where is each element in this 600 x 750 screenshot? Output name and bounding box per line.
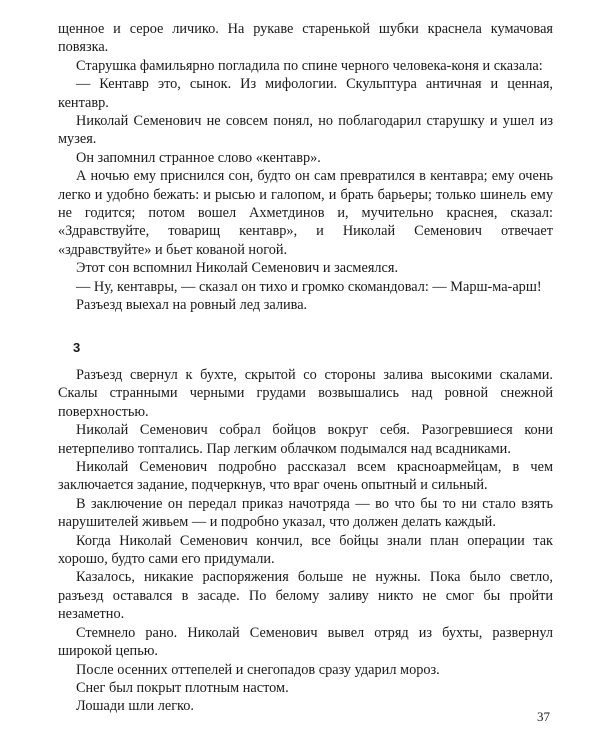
- paragraph: Стемнело рано. Николай Семенович вывел отряд из бухты, развернул широкой цепью.: [58, 624, 553, 660]
- paragraph: — Кентавр это, сынок. Из мифологии. Скульптура античная и ценная, кентавр.: [58, 76, 553, 111]
- paragraph: щенное и серое личико. На рукаве старенькой шубки краснела кумачовая повязка.: [58, 21, 553, 56]
- paragraph: Этот сон вспомнил Николай Семенович и засмеялся.: [76, 260, 399, 277]
- chapter-number: 3: [73, 340, 81, 355]
- paragraph: — Ну, кентавры, — сказал он тихо и громко скомандовал: — Марш-ма-арш!: [76, 278, 542, 295]
- paragraph: После осенних оттепелей и снегопадов сразу ударил мороз.: [76, 661, 440, 678]
- paragraph: Лошади шли легко.: [76, 698, 194, 715]
- paragraph: Снег был покрыт плотным настом.: [76, 679, 289, 696]
- paragraph: Николай Семенович подробно рассказал всем красноармейцам, в чем заключается задание, подчеркнув, что враг очень опытный и сильный.: [58, 459, 553, 494]
- paragraph: Разъезд свернул к бухте, скрытой со стороны залива высокими скалами. Скалы странными черными грудами возвышались над ровной снежной поверхностью.: [58, 367, 553, 420]
- page-number: 37: [537, 709, 550, 724]
- paragraph: Разъезд выехал на ровный лед залива.: [76, 297, 308, 314]
- paragraph: Николай Семенович собрал бойцов вокруг себя. Разогревшиеся кони нетерпеливо топтались. Пар легким облачком подымался над всадниками.: [58, 422, 553, 457]
- text-section-1: [58, 20, 553, 315]
- paragraph: А ночью ему приснился сон, будто он сам превратился в кентавра; ему очень легко и удобно бежать: и рысью и галопом, и брать барьеры; только шинель ему не годится; потом вошел Ахметдинов и, мучительно краснея, сказал: «Здравствуйте, товарищ кентавр», и Николай Семенович отвечает «здравствуйте» и бьет кованой ногой.: [58, 168, 553, 258]
- text-section-2: [58, 366, 553, 716]
- paragraph: Казалось, никакие распоряжения больше не нужны. Пока было светло, разъезд оставался в засаде. По белому заливу никто не смог бы пройти незаметно.: [58, 569, 553, 623]
- paragraph: Когда Николай Семенович кончил, все бойцы знали план операции так хорошо, будто сами его придумали.: [58, 532, 553, 568]
- paragraph: Николай Семенович не совсем понял, но поблагодарил старушку и ушел из музея.: [58, 113, 553, 148]
- paragraph: Старушка фамильярно погладила по спине черного человека-коня и сказала:: [76, 57, 543, 74]
- paragraph: В заключение он передал приказ начотряда — во что бы то ни стало взять нарушителей живьем — и подробно указал, что должен делать каждый.: [58, 495, 553, 531]
- paragraph: Он запомнил странное слово «кентавр».: [76, 149, 321, 166]
